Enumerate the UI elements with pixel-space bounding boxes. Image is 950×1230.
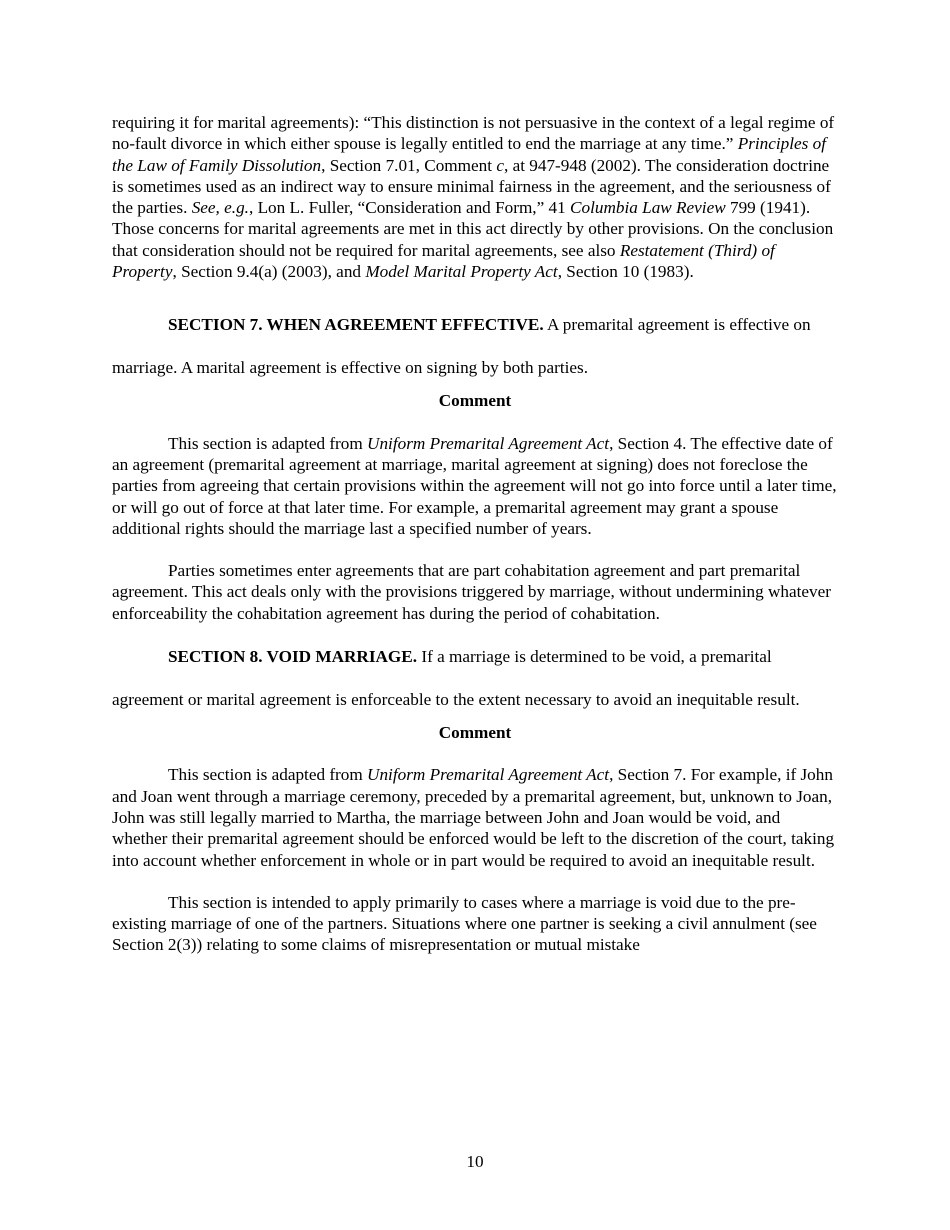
comment-8-paragraph-1: This section is adapted from Uniform Premarital Agreement Act, Section 7. For example, if John and Joan went through a marriage ceremony, preceded by a premarital agreement, but, unknown to Joan, John was still legally married to Martha, the marriage between John and Joan would be void, and whether their premarital agreement should be enforced would be left to the discretion of the court, taking into account whether enforcement in whole or in part would be required to avoid an inequitable result. (112, 765, 835, 870)
section-8-heading: SECTION 8. VOID MARRIAGE. (168, 647, 418, 667)
comment-heading: Comment (438, 723, 512, 743)
section-8-text: If a marriage is determined to be void, a premarital agreement or marital agreement is enforceable to the extent necessary to avoid an inequitable result. (112, 647, 800, 710)
page-number: 10 (466, 1152, 484, 1171)
paragraph-consideration: requiring it for marital agreements): “This distinction is not persuasive in the context of a legal regime of no-fault divorce in which either spouse is legally entitled to end the marriage at any time.” Principles of the Law of Family Dissolution, Section 7.01, Comment c, at 947-948 (2002). The consideration doctrine is sometimes used as an indirect way to ensure minimal fairness in the agreement, and the seriousness of the parties. See, e.g., Lon L. Fuller, “Consideration and Form,” 41 Columbia Law Review 799 (1941). Those concerns for marital agreements are met in this act directly by other provisions. On the conclusion that consideration should not be required for marital agreements, see also Restatement (Third) of Property, Section 9.4(a) (2003), and Model Marital Property Act, Section 10 (1983). (112, 113, 835, 282)
comment-8-paragraph-2: This section is intended to apply primarily to cases where a marriage is void due to the pre-existing marriage of one of the partners. Situations where one partner is seeking a civil annulment (see Section 2(3)) relating to some claims of misrepresentation or mutual mistake (112, 892, 817, 955)
section-7-heading: SECTION 7. WHEN AGREEMENT EFFECTIVE. (168, 315, 544, 335)
comment-7-paragraph-1: This section is adapted from Uniform Premarital Agreement Act, Section 4. The effective date of an agreement (premarital agreement at marriage, marital agreement at signing) does not foreclose the parties from agreeing that certain provisions within the agreement will not go into force until a later time, or will go out of force at that later time. For example, a premarital agreement may grant a spouse additional rights should the marriage last a specified number of years. (112, 433, 837, 538)
section-7-text: A premarital agreement is effective on marriage. A marital agreement is effective on signing by both parties. (112, 315, 811, 378)
comment-heading: Comment (438, 391, 512, 411)
section-8 (112, 635, 838, 721)
document-page (112, 112, 838, 956)
comment-7-paragraph-2: Parties sometimes enter agreements that are part cohabitation agreement and part premarital agreement. This act deals only with the provisions triggered by marriage, without undermining whatever enforceability the cohabitation agreement has during the period of cohabitation. (112, 561, 831, 623)
section-7 (112, 303, 838, 389)
